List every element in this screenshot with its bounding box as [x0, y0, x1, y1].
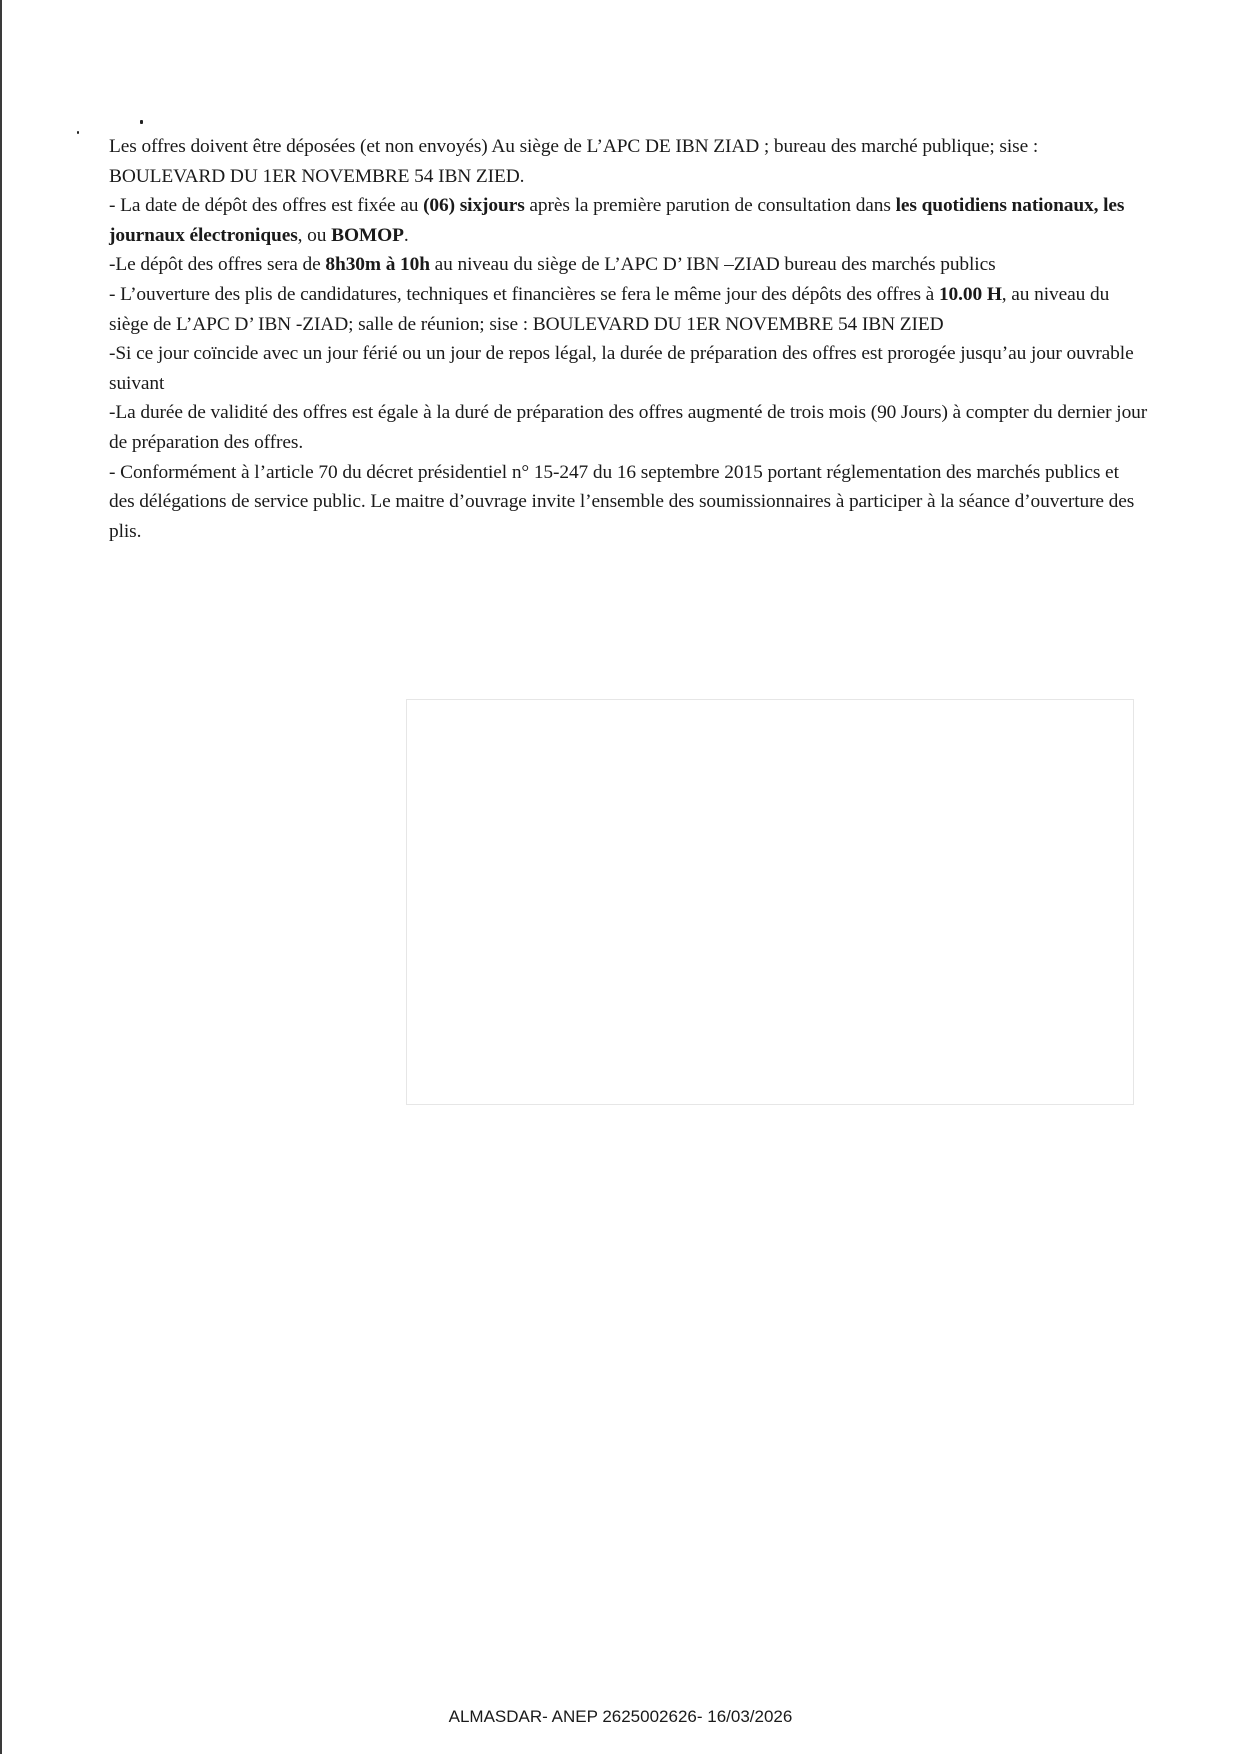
- notice-paragraph: [109, 280, 1149, 339]
- paragraph-text: -La durée de validité des offres est égale à la duré de préparation des offres augmenté de trois mois (90 Jours) à compter du dernier jour de préparation des offres.: [109, 402, 1148, 453]
- paragraph-text: , au niveau du siège de L’APC D’ IBN -ZIAD; salle de réunion; sise : BOULEVARD DU 1ER NOVEMBRE 54 IBN ZIED: [109, 283, 1110, 335]
- scan-speck: [77, 131, 79, 134]
- paragraph-text: après la première parution de consultation dans: [524, 195, 896, 217]
- publication-reference: ALMASDAR- ANEP 2625002626- 16/03/2026: [448, 1707, 793, 1726]
- paragraph-text: -Le dépôt des offres sera de: [109, 254, 326, 276]
- notice-paragraph: [109, 458, 1149, 547]
- emphasized-text: 8h30m à 10h: [325, 254, 430, 276]
- paragraph-text: -Si ce jour coïncide avec un jour férié ou un jour de repos légal, la durée de préparation des offres est prorogée jusqu’au jour ouvrable suivant: [109, 343, 1134, 394]
- emphasized-text: les quotidiens nationaux, les journaux électroniques: [109, 195, 1125, 246]
- paragraph-text: au niveau du siège de L’APC D’ IBN –ZIAD bureau des marchés publics: [429, 254, 996, 276]
- paragraph-text: - L’ouverture des plis de candidatures, techniques et financières se fera le même jour des dépôts des offres à: [109, 283, 939, 305]
- paragraph-text: .: [403, 224, 409, 246]
- notice-paragraph: [109, 339, 1149, 398]
- notice-body-text: [109, 132, 1149, 546]
- notice-paragraph: [109, 250, 1149, 280]
- paragraph-text: Les offres doivent être déposées (et non envoyés) Au siège de L’APC DE IBN ZIAD ; bureau des marché publique; sise : BOULEVARD DU 1ER NOVEMBRE 54 IBN ZIED.: [109, 136, 1039, 187]
- paragraph-text: , ou: [297, 224, 332, 246]
- emphasized-text: (06) sixjours: [423, 195, 525, 217]
- notice-paragraph: [109, 398, 1149, 457]
- emphasized-text: BOMOP: [331, 224, 404, 246]
- paragraph-text: - La date de dépôt des offres est fixée au: [109, 195, 424, 217]
- paragraph-text: - Conformément à l’article 70 du décret présidentiel n° 15-247 du 16 septembre 2015 portant réglementation des marchés publics et des délégations de service public. Le maitre d’ouvrage invite l’ensemble des soumissionnaires à participer à la séance d’ouverture des plis.: [109, 461, 1135, 542]
- emphasized-text: 10.00 H: [938, 283, 1002, 305]
- blank-frame: [406, 699, 1134, 1105]
- notice-paragraph: [109, 191, 1149, 250]
- notice-paragraph: [109, 132, 1149, 191]
- page-scan-edge: [0, 0, 2, 1754]
- scan-speck: [140, 120, 143, 124]
